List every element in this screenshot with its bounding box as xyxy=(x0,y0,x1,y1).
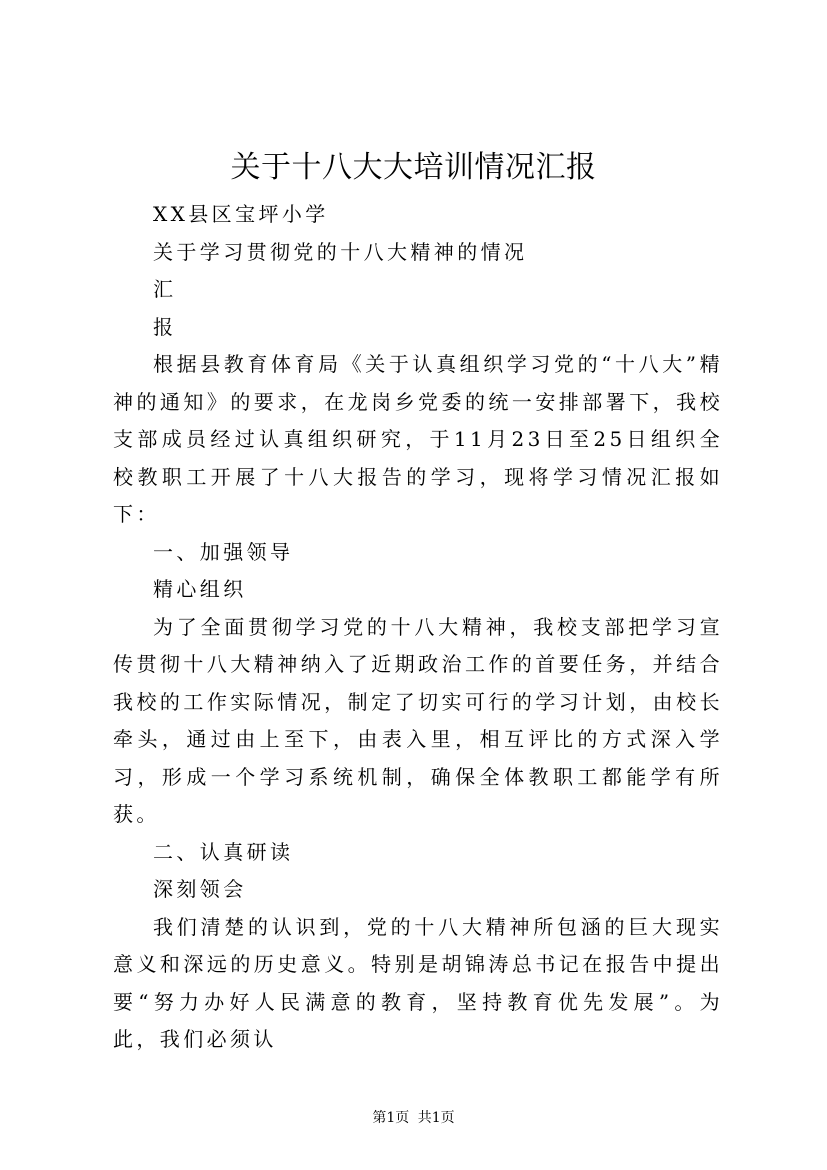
page-footer xyxy=(0,1108,827,1128)
paragraph-section-2: 我们清楚的认识到，党的十八大精神所包涵的巨大现实意义和深远的历史意义。特别是胡锦涛总书记在报告中提出要“努力办好人民满意的教育，坚持教育优先发展”。为此，我们必须认 xyxy=(113,914,723,1051)
page-total: 共1页 xyxy=(417,1110,455,1126)
page-number: 第1页 xyxy=(372,1110,410,1126)
document-title: 关于十八大大培训情况汇报 xyxy=(230,150,597,185)
paragraph-section-1: 为了全面贯彻学习党的十八大精神，我校支部把学习宣传贯彻十八大精神纳入了近期政治工作的首要任务，并结合我校的工作实际情况，制定了切实可行的学习计划，由校长牵头，通过由上至下，由表入里，相互评比的方式深入学习，形成一个学习系统机制，确保全体教职工都能学有所获。 xyxy=(113,614,723,826)
paragraph-introduction: 根据县教育体育局《关于认真组织学习党的“十八大”精神的通知》的要求，在龙岗乡党委的统一安排部署下，我校支部成员经过认真组织研究，于11月23日至25日组织全校教职工开展了十八大报告的学习，现将学习情况汇报如下： xyxy=(113,352,723,526)
section-heading-2: 二、认真研读 xyxy=(153,839,294,864)
paragraph-school-name: XX县区宝坪小学 xyxy=(153,202,329,226)
paragraph-hui: 汇 xyxy=(153,277,177,301)
paragraph-bao: 报 xyxy=(153,314,177,339)
section-subheading-1: 精心组织 xyxy=(153,577,247,601)
paragraph-report-subject: 关于学习贯彻党的十八大精神的情况 xyxy=(153,239,528,264)
document-body xyxy=(113,196,723,1059)
section-heading-1: 一、加强领导 xyxy=(153,539,294,564)
section-subheading-2: 深刻领会 xyxy=(153,877,247,901)
